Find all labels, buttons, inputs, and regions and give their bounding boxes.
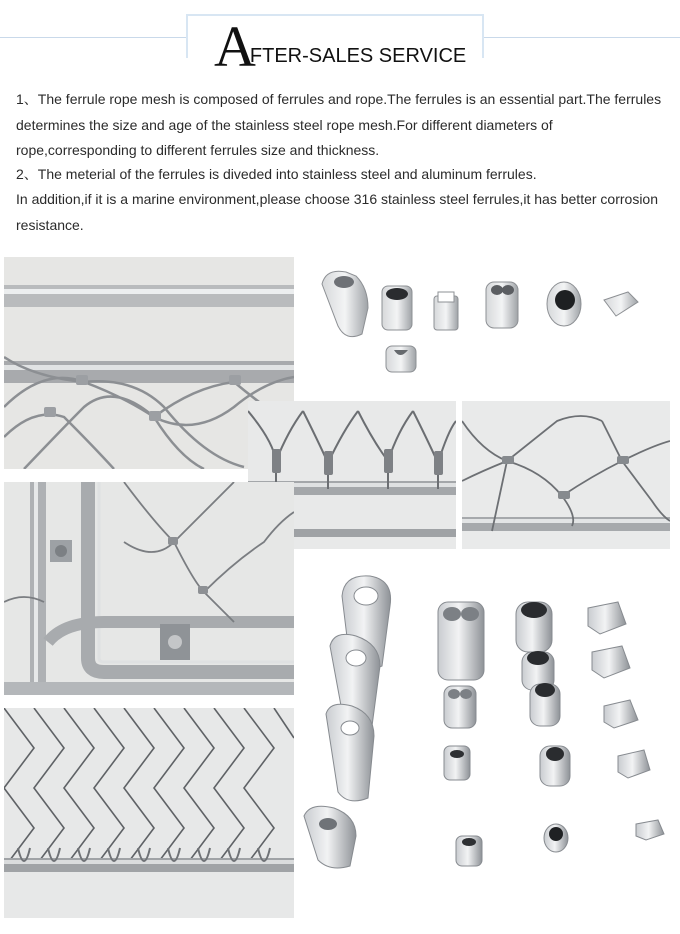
photo-mesh-rail-bottom <box>4 708 294 918</box>
paragraph-marine-note: In addition,if it is a marine environment,please choose 316 stainless steel ferrules,it has better corrosion resistance. <box>16 191 659 233</box>
photo-mesh-rail-right <box>462 401 670 549</box>
page-title <box>214 14 484 79</box>
photo-assorted-ferrules <box>300 566 670 916</box>
title-initial: A <box>214 14 254 79</box>
paragraph-ferrule-material: 2、The meterial of the ferrules is diveded into stainless steel and aluminum ferrules. <box>16 166 537 182</box>
photo-small-ferrules-top <box>316 264 646 380</box>
title-rest: FTER-SALES SERVICE <box>249 45 467 67</box>
photo-mesh-frame-fittings <box>4 482 294 695</box>
paragraph-ferrule-intro: 1、The ferrule rope mesh is composed of ferrules and rope.The ferrules is an essential part.The ferrules determines the size and age of the stainless steel rope mesh.For different diameters of rope,corresponding to different ferrules size and thickness. <box>16 91 662 158</box>
header-rule-left <box>0 37 186 38</box>
header-rule-right <box>484 37 680 38</box>
